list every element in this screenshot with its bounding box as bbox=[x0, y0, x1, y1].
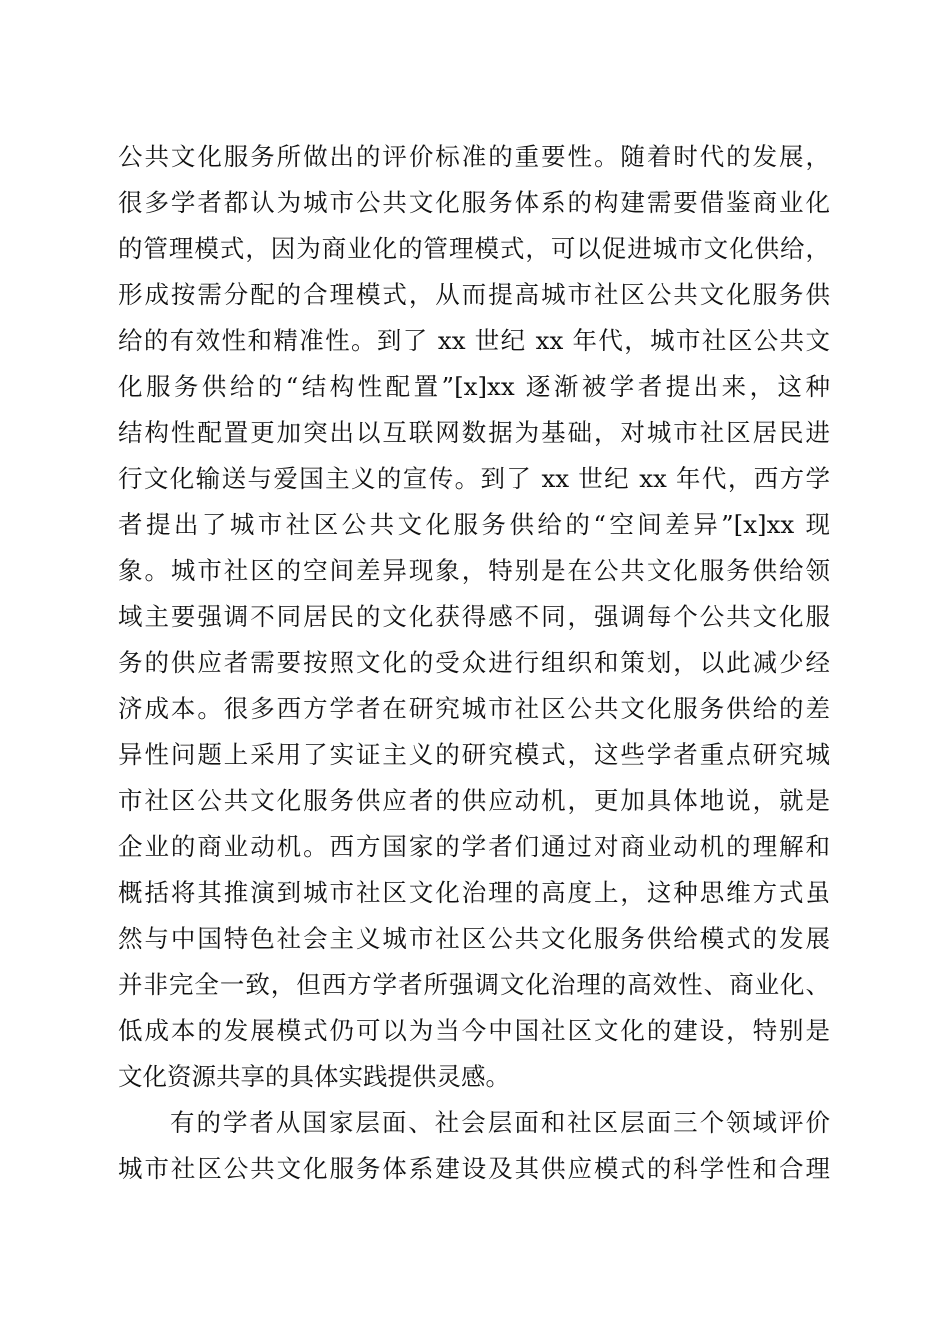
text-line: 务的供应者需要按照文化的受众进行组织和策划，以此减少经 bbox=[118, 648, 830, 677]
text-line: 形成按需分配的合理模式，从而提高城市社区公共文化服务供 bbox=[118, 280, 830, 309]
text-line: 异性问题上采用了实证主义的研究模式，这些学者重点研究城 bbox=[118, 740, 830, 769]
paragraph-1 bbox=[118, 134, 830, 1100]
text-line: 象。城市社区的空间差异现象，特别是在公共文化服务供给领 bbox=[118, 556, 830, 585]
text-line: 域主要强调不同居民的文化获得感不同，强调每个公共文化服 bbox=[118, 602, 830, 631]
text-line: 然与中国特色社会主义城市社区公共文化服务供给模式的发展 bbox=[118, 924, 830, 953]
text-line: 很多学者都认为城市公共文化服务体系的构建需要借鉴商业化 bbox=[118, 188, 830, 217]
text-line: 并非完全一致，但西方学者所强调文化治理的高效性、商业化、 bbox=[118, 970, 830, 999]
text-line: 城市社区公共文化服务体系建设及其供应模式的科学性和合理 bbox=[118, 1154, 830, 1183]
body-text bbox=[118, 134, 830, 1192]
text-line: 济成本。很多西方学者在研究城市社区公共文化服务供给的差 bbox=[118, 694, 830, 723]
paragraph-2 bbox=[118, 1100, 830, 1192]
text-line: 有的学者从国家层面、社会层面和社区层面三个领域评价 bbox=[170, 1108, 830, 1137]
text-line: 低成本的发展模式仍可以为当今中国社区文化的建设，特别是 bbox=[118, 1016, 830, 1045]
text-line: 行文化输送与爱国主义的宣传。到了 xx 世纪 xx 年代，西方学 bbox=[118, 464, 830, 493]
text-line: 给的有效性和精准性。到了 xx 世纪 xx 年代，城市社区公共文 bbox=[118, 326, 830, 355]
text-line: 的管理模式，因为商业化的管理模式，可以促进城市文化供给， bbox=[118, 234, 830, 263]
text-line: 结构性配置更加突出以互联网数据为基础，对城市社区居民进 bbox=[118, 418, 830, 447]
text-line: 概括将其推演到城市社区文化治理的高度上，这种思维方式虽 bbox=[118, 878, 830, 907]
text-line: 市社区公共文化服务供应者的供应动机，更加具体地说，就是 bbox=[118, 786, 830, 815]
text-line: 文化资源共享的具体实践提供灵感。 bbox=[118, 1062, 510, 1091]
text-line: 公共文化服务所做出的评价标准的重要性。随着时代的发展， bbox=[118, 142, 830, 171]
text-line: 者提出了城市社区公共文化服务供给的“空间差异”[x]xx 现 bbox=[118, 510, 830, 539]
text-line: 化服务供给的“结构性配置”[x]xx 逐渐被学者提出来，这种 bbox=[118, 372, 830, 401]
text-line: 企业的商业动机。西方国家的学者们通过对商业动机的理解和 bbox=[118, 832, 830, 861]
